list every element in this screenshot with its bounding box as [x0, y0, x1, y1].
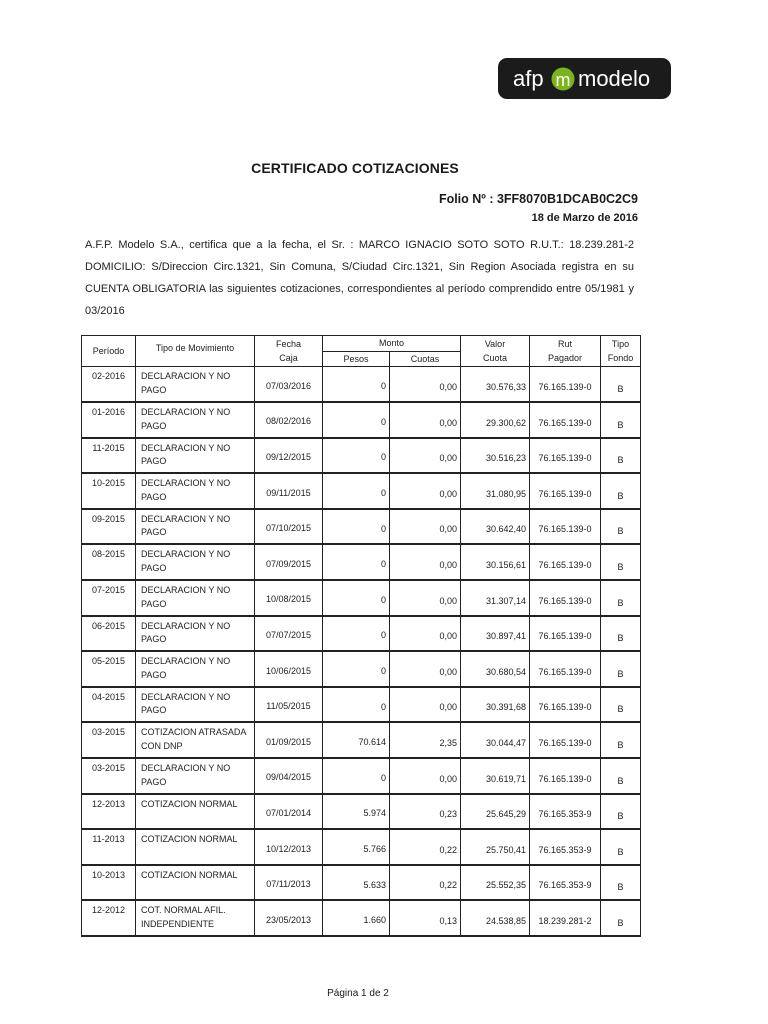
table-row [82, 651, 641, 687]
cell-periodo: 12-2013 [82, 794, 136, 830]
cell-rut-pagador: 76.165.139-0 [530, 616, 601, 652]
cell-tipo-movimiento: COTIZACION ATRASADA CON DNP [136, 722, 255, 758]
cell-valor-cuota: 25.750,41 [461, 829, 530, 865]
cell-tipo-fondo: B [601, 722, 641, 758]
table-row [82, 794, 641, 830]
cell-tipo-fondo: B [601, 616, 641, 652]
cell-pesos: 0 [323, 544, 390, 580]
document-title: CERTIFICADO COTIZACIONES [251, 160, 459, 176]
cell-valor-cuota: 25.645,29 [461, 794, 530, 830]
document-date: 18 de Marzo de 2016 [531, 212, 638, 224]
cell-pesos: 1.660 [323, 900, 390, 936]
cell-cuotas: 0,00 [390, 544, 461, 580]
cell-tipo-fondo: B [601, 473, 641, 509]
cell-valor-cuota: 30.680,54 [461, 651, 530, 687]
cell-pesos: 0 [323, 651, 390, 687]
cell-periodo: 11-2015 [82, 438, 136, 474]
cell-cuotas: 0,00 [390, 687, 461, 723]
cell-pesos: 70.614 [323, 722, 390, 758]
cell-tipo-fondo: B [601, 687, 641, 723]
cell-tipo-movimiento: DECLARACION Y NO PAGO [136, 367, 255, 403]
cell-tipo-movimiento: COT. NORMAL AFIL. INDEPENDIENTE [136, 900, 255, 936]
cell-tipo-fondo: B [601, 794, 641, 830]
table-row [82, 758, 641, 794]
cell-cuotas: 0,22 [390, 865, 461, 901]
cell-pesos: 0 [323, 687, 390, 723]
cell-rut-pagador: 76.165.353-9 [530, 829, 601, 865]
cell-tipo-movimiento: DECLARACION Y NO PAGO [136, 544, 255, 580]
cell-tipo-movimiento: COTIZACION NORMAL [136, 829, 255, 865]
afp-modelo-logo [498, 58, 671, 99]
table-row [82, 829, 641, 865]
header-monto: Monto [323, 336, 461, 352]
header-tipo-fondo [601, 336, 641, 367]
logo-text-modelo: modelo [578, 66, 651, 91]
cell-pesos: 0 [323, 438, 390, 474]
header-pesos: Pesos [323, 351, 390, 367]
table-row [82, 616, 641, 652]
page-footer: Página 1 de 2 [327, 988, 389, 999]
cell-periodo: 07-2015 [82, 580, 136, 616]
cell-fecha-caja: 10/08/2015 [255, 580, 323, 616]
cell-cuotas: 0,00 [390, 367, 461, 403]
table-row [82, 687, 641, 723]
header-rut-line1: Rut [558, 339, 573, 349]
cell-tipo-movimiento: DECLARACION Y NO PAGO [136, 687, 255, 723]
cell-fecha-caja: 09/04/2015 [255, 758, 323, 794]
cell-valor-cuota: 30.156,61 [461, 544, 530, 580]
cell-rut-pagador: 76.165.139-0 [530, 367, 601, 403]
cell-tipo-fondo: B [601, 438, 641, 474]
header-valor-line1: Valor [484, 339, 506, 349]
cell-cuotas: 0,00 [390, 758, 461, 794]
cell-valor-cuota: 30.642,40 [461, 509, 530, 545]
cell-pesos: 5.974 [323, 794, 390, 830]
cell-tipo-fondo: B [601, 544, 641, 580]
cell-pesos: 0 [323, 473, 390, 509]
cell-pesos: 0 [323, 580, 390, 616]
cell-rut-pagador: 76.165.139-0 [530, 544, 601, 580]
header-cuotas: Cuotas [390, 351, 461, 367]
cell-pesos: 0 [323, 402, 390, 438]
cell-periodo: 03-2015 [82, 722, 136, 758]
cell-cuotas: 0,00 [390, 651, 461, 687]
cell-valor-cuota: 31.307,14 [461, 580, 530, 616]
cell-pesos: 0 [323, 367, 390, 403]
cell-cuotas: 0,00 [390, 509, 461, 545]
cell-periodo: 05-2015 [82, 651, 136, 687]
table-row [82, 722, 641, 758]
cell-rut-pagador: 76.165.139-0 [530, 402, 601, 438]
table-row [82, 580, 641, 616]
cell-fecha-caja: 10/12/2013 [255, 829, 323, 865]
cell-tipo-movimiento: DECLARACION Y NO PAGO [136, 758, 255, 794]
cell-tipo-fondo: B [601, 509, 641, 545]
cell-valor-cuota: 30.044,47 [461, 722, 530, 758]
cell-periodo: 04-2015 [82, 687, 136, 723]
cell-cuotas: 0,00 [390, 580, 461, 616]
cell-periodo: 10-2015 [82, 473, 136, 509]
cell-tipo-fondo: B [601, 402, 641, 438]
table-header [82, 336, 641, 367]
cell-valor-cuota: 24.538,85 [461, 900, 530, 936]
cell-fecha-caja: 09/12/2015 [255, 438, 323, 474]
header-rut-line2: Pagador [548, 353, 583, 363]
table-row [82, 544, 641, 580]
cell-fecha-caja: 07/03/2016 [255, 367, 323, 403]
cell-tipo-movimiento: COTIZACION NORMAL [136, 865, 255, 901]
cell-fecha-caja: 07/10/2015 [255, 509, 323, 545]
cell-rut-pagador: 76.165.139-0 [530, 651, 601, 687]
cell-tipo-movimiento: COTIZACION NORMAL [136, 794, 255, 830]
cell-tipo-fondo: B [601, 651, 641, 687]
cell-rut-pagador: 76.165.139-0 [530, 580, 601, 616]
cell-periodo: 12-2012 [82, 900, 136, 936]
cell-fecha-caja: 08/02/2016 [255, 402, 323, 438]
cell-tipo-movimiento: DECLARACION Y NO PAGO [136, 651, 255, 687]
cell-fecha-caja: 01/09/2015 [255, 722, 323, 758]
cell-tipo-movimiento: DECLARACION Y NO PAGO [136, 616, 255, 652]
cell-fecha-caja: 07/09/2015 [255, 544, 323, 580]
cell-valor-cuota: 30.897,41 [461, 616, 530, 652]
cell-cuotas: 0,00 [390, 473, 461, 509]
logo-text-afp: afp [513, 66, 544, 91]
cell-cuotas: 0,13 [390, 900, 461, 936]
header-fondo-line2: Fondo [607, 353, 634, 363]
cell-rut-pagador: 76.165.139-0 [530, 438, 601, 474]
header-fecha-line1: Fecha [275, 339, 301, 349]
table-row [82, 509, 641, 545]
cell-cuotas: 2,35 [390, 722, 461, 758]
cell-cuotas: 0,22 [390, 829, 461, 865]
cell-rut-pagador: 76.165.139-0 [530, 473, 601, 509]
cell-rut-pagador: 76.165.139-0 [530, 509, 601, 545]
cell-pesos: 0 [323, 616, 390, 652]
table-row [82, 473, 641, 509]
table-row [82, 438, 641, 474]
cell-rut-pagador: 76.165.353-9 [530, 794, 601, 830]
cell-tipo-fondo: B [601, 367, 641, 403]
cell-cuotas: 0,23 [390, 794, 461, 830]
cell-valor-cuota: 29.300,62 [461, 402, 530, 438]
cell-tipo-fondo: B [601, 829, 641, 865]
table-body [82, 367, 641, 937]
cell-tipo-movimiento: DECLARACION Y NO PAGO [136, 580, 255, 616]
table-row [82, 402, 641, 438]
cell-tipo-fondo: B [601, 580, 641, 616]
header-valor-cuota [461, 336, 530, 367]
cell-tipo-movimiento: DECLARACION Y NO PAGO [136, 509, 255, 545]
cell-fecha-caja: 07/11/2013 [255, 865, 323, 901]
header-rut-pagador [530, 336, 601, 367]
cell-pesos: 5.633 [323, 865, 390, 901]
header-fecha-line2: Caja [279, 353, 298, 363]
cell-periodo: 02-2016 [82, 367, 136, 403]
cell-valor-cuota: 30.391,68 [461, 687, 530, 723]
header-fecha-caja [255, 336, 323, 367]
afp-modelo-logo-graphic [498, 58, 671, 99]
cell-fecha-caja: 07/07/2015 [255, 616, 323, 652]
cell-valor-cuota: 30.516,23 [461, 438, 530, 474]
cell-pesos: 0 [323, 758, 390, 794]
cell-tipo-fondo: B [601, 865, 641, 901]
cell-valor-cuota: 25.552,35 [461, 865, 530, 901]
cell-rut-pagador: 76.165.139-0 [530, 722, 601, 758]
table-row [82, 900, 641, 936]
table-row [82, 865, 641, 901]
cell-periodo: 09-2015 [82, 509, 136, 545]
cell-pesos: 5.766 [323, 829, 390, 865]
cell-periodo: 01-2016 [82, 402, 136, 438]
cell-periodo: 03-2015 [82, 758, 136, 794]
cell-valor-cuota: 30.576,33 [461, 367, 530, 403]
cell-cuotas: 0,00 [390, 438, 461, 474]
cell-valor-cuota: 31.080,95 [461, 473, 530, 509]
cell-fecha-caja: 07/01/2014 [255, 794, 323, 830]
cell-tipo-movimiento: DECLARACION Y NO PAGO [136, 473, 255, 509]
cell-fecha-caja: 11/05/2015 [255, 687, 323, 723]
cell-tipo-movimiento: DECLARACION Y NO PAGO [136, 402, 255, 438]
contributions-table [81, 335, 641, 937]
cell-rut-pagador: 76.165.139-0 [530, 687, 601, 723]
header-tipo-movimiento: Tipo de Movimiento [136, 336, 255, 367]
cell-tipo-fondo: B [601, 900, 641, 936]
cell-rut-pagador: 76.165.139-0 [530, 758, 601, 794]
folio-number: Folio Nº : 3FF8070B1DCAB0C2C9 [438, 192, 638, 206]
cell-tipo-movimiento: DECLARACION Y NO PAGO [136, 438, 255, 474]
cell-fecha-caja: 10/06/2015 [255, 651, 323, 687]
cell-periodo: 10-2013 [82, 865, 136, 901]
cell-rut-pagador: 76.165.353-9 [530, 865, 601, 901]
cell-tipo-fondo: B [601, 758, 641, 794]
cell-periodo: 08-2015 [82, 544, 136, 580]
header-periodo: Período [82, 336, 136, 367]
cell-fecha-caja: 09/11/2015 [255, 473, 323, 509]
certificate-intro: A.F.P. Modelo S.A., certifica que a la fecha, el Sr. : MARCO IGNACIO SOTO SOTO R.U.T.: 18.239.281-2 DOMICILIO: S/Direccion Circ.1321, Sin Comuna, S/Ciudad Circ.1321, Sin Region Asociada registra en su CUENTA OBLIGATORIA las siguientes cotizaciones, correspondientes al período comprendido entre 05/1981 y 03/2016 [85, 239, 634, 317]
cell-cuotas: 0,00 [390, 616, 461, 652]
cell-valor-cuota: 30.619,71 [461, 758, 530, 794]
header-valor-line2: Cuota [483, 353, 508, 363]
cell-fecha-caja: 23/05/2013 [255, 900, 323, 936]
header-fondo-line1: Tipo [611, 339, 630, 349]
cell-cuotas: 0,00 [390, 402, 461, 438]
cell-periodo: 06-2015 [82, 616, 136, 652]
cell-rut-pagador: 18.239.281-2 [530, 900, 601, 936]
table-row [82, 367, 641, 403]
cell-pesos: 0 [323, 509, 390, 545]
cell-periodo: 11-2013 [82, 829, 136, 865]
logo-text-mark: m [555, 70, 571, 90]
